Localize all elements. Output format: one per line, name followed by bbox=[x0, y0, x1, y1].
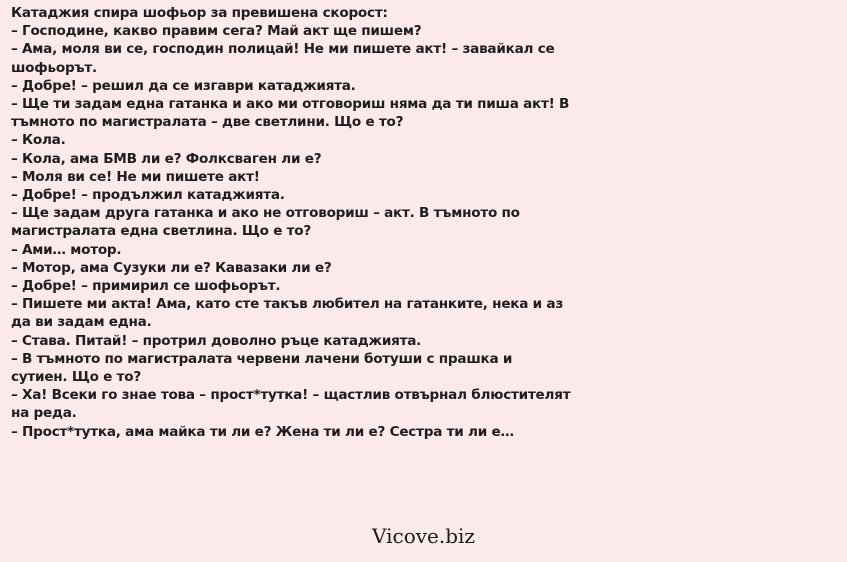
joke-line: – В тъмното по магистралата червени лачени ботуши с прашка и bbox=[11, 350, 513, 367]
joke-text bbox=[11, 4, 591, 441]
joke-line: – Добре! – решил да се изгаври катаджията. bbox=[11, 77, 356, 94]
joke-line: – Господине, какво правим сега? Май акт ще пишем? bbox=[11, 23, 422, 40]
joke-line: – Моля ви се! Не ми пишете акт! bbox=[11, 168, 260, 185]
joke-line: – Кола, ама БМВ ли е? Фолксваген ли е? bbox=[11, 150, 322, 167]
joke-line: тъмното по магистралата – две светлини. Що е то? bbox=[11, 114, 404, 131]
joke-line: Катаджия спира шофьор за превишена скорост: bbox=[11, 5, 388, 21]
joke-line: – Кола. bbox=[11, 132, 66, 149]
joke-line: – Прост*тутка, ама майка ти ли е? Жена ти ли е? Сестра ти ли е… bbox=[11, 423, 514, 440]
joke-line: – Пишете ми акта! Ама, като сте такъв любител на гатанките, нека и аз bbox=[11, 296, 564, 313]
joke-line: да ви задам една. bbox=[11, 314, 152, 331]
joke-line: – Добре! – продължил катаджията. bbox=[11, 187, 285, 204]
joke-line: – Ама, моля ви се, господин полицай! Не ми пишете акт! – завайкал се bbox=[11, 41, 555, 58]
joke-line: – Ха! Всеки го знае това – прост*тутка! – щастлив отвърнал блюстителят bbox=[11, 387, 571, 404]
joke-line: – Ами… мотор. bbox=[11, 241, 122, 258]
joke-line: магистралата една светлина. Що е то? bbox=[11, 223, 312, 240]
joke-line: на реда. bbox=[11, 405, 77, 422]
joke-line: – Ще задам друга гатанка и ако не отговориш – акт. В тъмното по bbox=[11, 205, 520, 222]
site-watermark: Vicove.biz bbox=[372, 524, 475, 548]
joke-line: шофьорът. bbox=[11, 59, 97, 76]
joke-line: – Добре! – примирил се шофьорът. bbox=[11, 278, 281, 295]
joke-line: – Мотор, ама Сузуки ли е? Кавазаки ли е? bbox=[11, 259, 332, 276]
joke-line: – Става. Питай! – протрил доволно ръце катаджията. bbox=[11, 332, 422, 349]
joke-line: – Ще ти задам една гатанка и ако ми отговориш няма да ти пиша акт! В bbox=[11, 96, 570, 113]
joke-line: сутиен. Що е то? bbox=[11, 369, 141, 386]
